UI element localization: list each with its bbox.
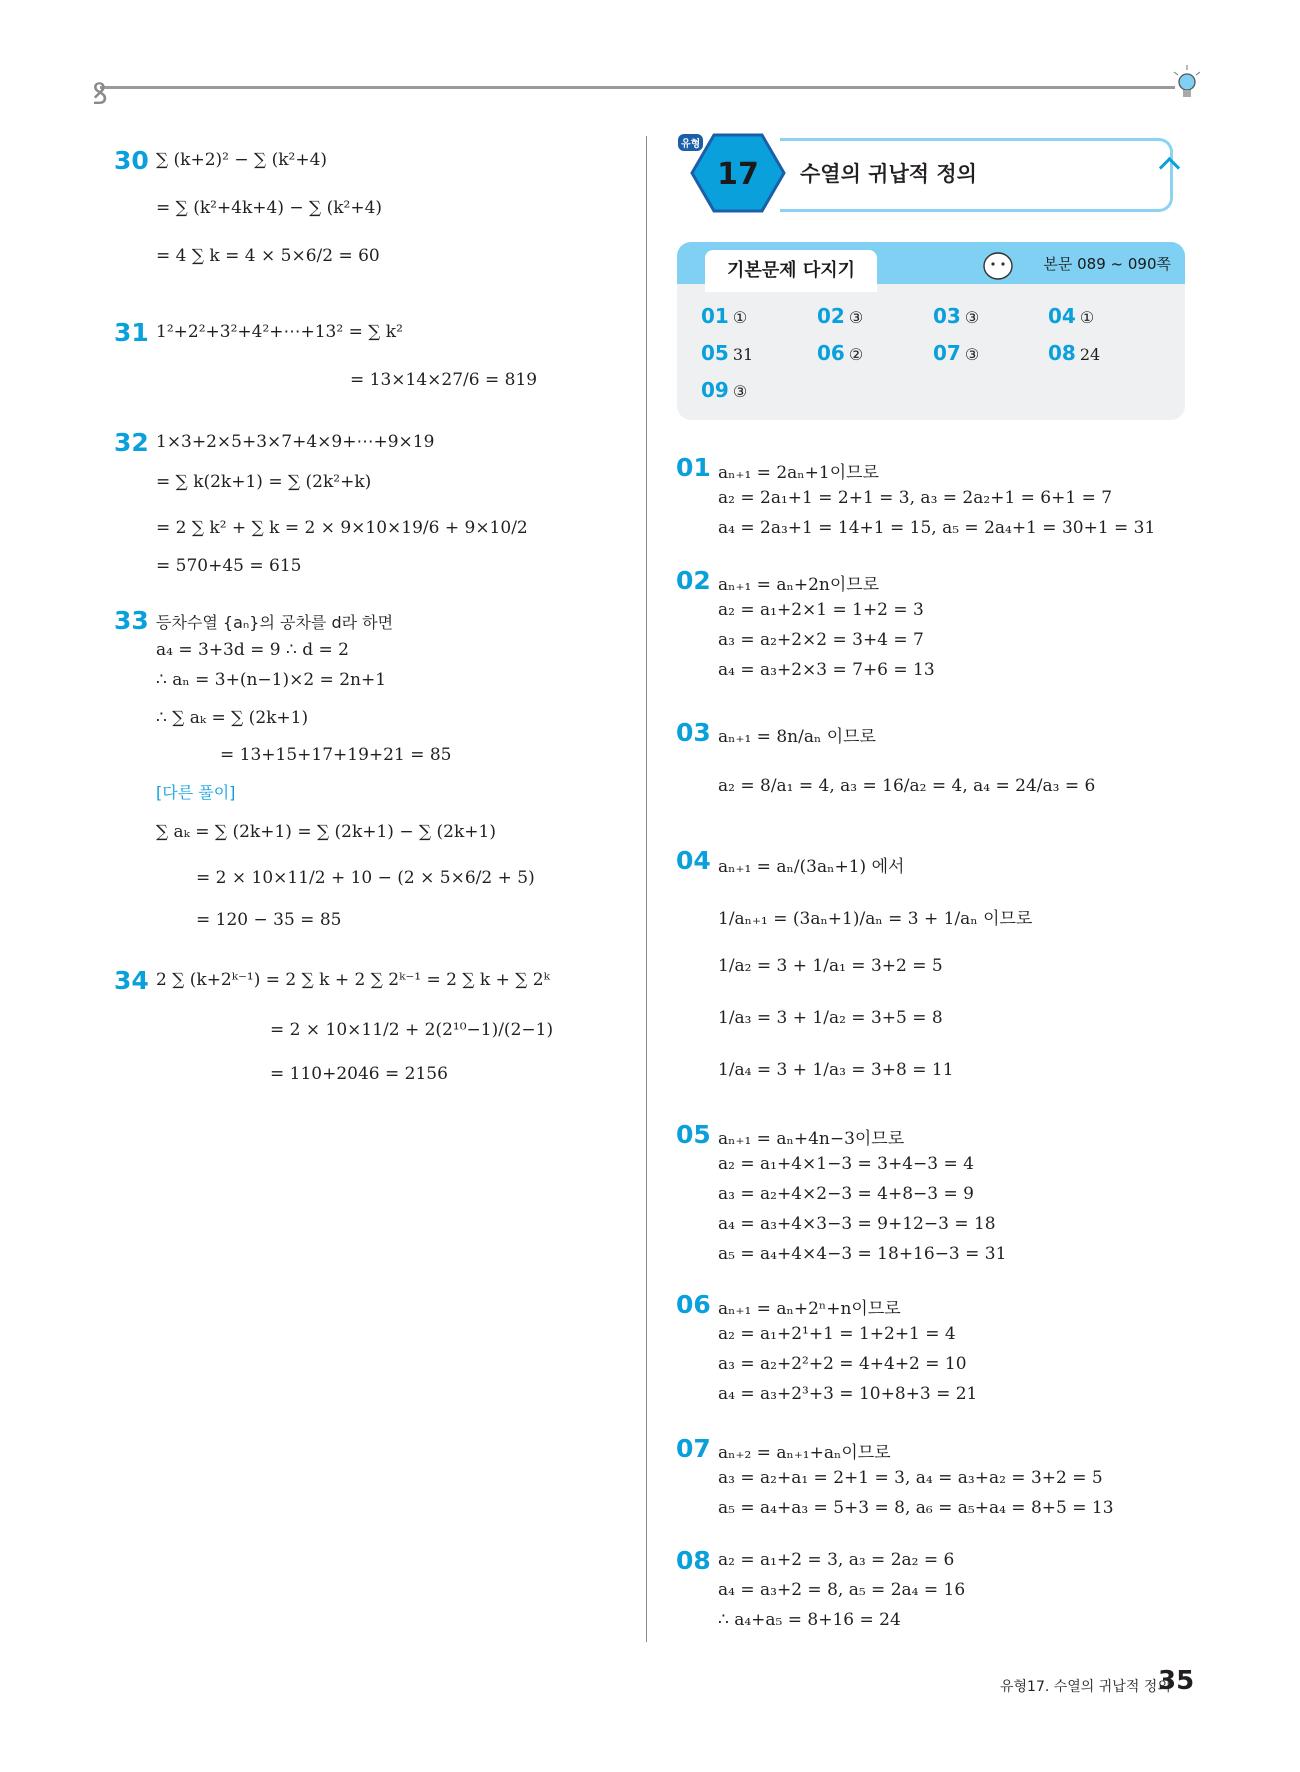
answer-number: 07 — [933, 341, 961, 365]
solution-line: = 570+45 = 615 — [156, 556, 302, 576]
alternative-solution-label: [다른 풀이] — [156, 783, 236, 802]
summary-tab: 기본문제 다지기 — [705, 250, 877, 292]
solution-line: = 2 ∑ k² + ∑ k = 2 × 9×10×19/6 + 9×10/2 — [156, 518, 528, 538]
solution-line: = 13+15+17+19+21 = 85 — [220, 745, 452, 765]
solution-line: ∴ ∑ aₖ = ∑ (2k+1) — [156, 708, 309, 728]
problem-number: 30 — [114, 146, 149, 175]
answer-value: ③ — [848, 308, 864, 327]
solution-line: a₃ = a₂+2²+2 = 4+4+2 = 10 — [718, 1354, 967, 1374]
solution-line: = 4 ∑ k = 4 × 5×6/2 = 60 — [156, 246, 380, 266]
answer-value: ① — [1079, 308, 1095, 327]
section-header — [681, 138, 1184, 208]
answer-value: ③ — [964, 345, 980, 364]
solution-line: a₂ = 2a₁+1 = 2+1 = 3, a₃ = 2a₂+1 = 6+1 = 7 — [718, 488, 1113, 508]
problem-number: 05 — [676, 1120, 711, 1149]
mascot-icon — [973, 244, 1023, 284]
top-rule — [100, 86, 1175, 89]
problem-number: 04 — [676, 846, 711, 875]
problem-number: 03 — [676, 718, 711, 747]
solution-line: a₂ = a₁+2×1 = 1+2 = 3 — [718, 600, 924, 620]
solution-line: 1×3+2×5+3×7+4×9+⋯+9×19 — [156, 432, 435, 452]
solution-line: ∑ (k+2)² − ∑ (k²+4) — [156, 150, 328, 170]
problem-number: 02 — [676, 566, 711, 595]
section-title: 수열의 귀납적 정의 — [800, 162, 977, 186]
problem-number: 33 — [114, 606, 149, 635]
solution-line: a₃ = a₂+a₁ = 2+1 = 3, a₄ = a₃+a₂ = 3+2 = 5 — [718, 1468, 1103, 1488]
answer-number: 02 — [817, 304, 845, 328]
solution-line: a₅ = a₄+4×4−3 = 18+16−3 = 31 — [718, 1244, 1007, 1264]
solution-line: 1/aₙ₊₁ = (3aₙ+1)/aₙ = 3 + 1/aₙ 이므로 — [718, 909, 1033, 929]
solution-line: 등차수열 {aₙ}의 공차를 d라 하면 — [156, 613, 394, 632]
answer-number: 01 — [701, 304, 729, 328]
solution-line: 1/a₄ = 3 + 1/a₃ = 3+8 = 11 — [718, 1060, 954, 1080]
solution-line: = 2 × 10×11/2 + 10 − (2 × 5×6/2 + 5) — [196, 868, 535, 888]
solution-line: aₙ₊₁ = aₙ+2n이므로 — [718, 575, 880, 595]
answer-number: 08 — [1048, 341, 1076, 365]
problem-number: 31 — [114, 318, 149, 347]
answer-item — [933, 341, 979, 365]
answer-summary-box — [677, 242, 1185, 420]
answer-number: 09 — [701, 378, 729, 402]
answer-item — [701, 378, 747, 402]
solution-line: = 2 × 10×11/2 + 2(2¹⁰−1)/(2−1) — [270, 1020, 554, 1040]
solution-line: a₄ = a₃+2³+3 = 10+8+3 = 21 — [718, 1384, 978, 1404]
solution-line: 2 ∑ (k+2ᵏ⁻¹) = 2 ∑ k + 2 ∑ 2ᵏ⁻¹ = 2 ∑ k + ∑ 2ᵏ — [156, 970, 550, 990]
solution-line: aₙ₊₁ = 2aₙ+1이므로 — [718, 463, 879, 483]
hexagon-badge-icon — [690, 132, 786, 214]
problem-number: 06 — [676, 1290, 711, 1319]
solution-line: a₂ = a₁+2¹+1 = 1+2+1 = 4 — [718, 1324, 956, 1344]
solution-line: = ∑ k(2k+1) = ∑ (2k²+k) — [156, 472, 372, 492]
answer-item — [1048, 304, 1094, 328]
page-number: 35 — [1158, 1666, 1195, 1696]
problem-number: 08 — [676, 1546, 711, 1575]
column-divider — [646, 136, 647, 1642]
solution-line: aₙ₊₁ = aₙ+2ⁿ+n이므로 — [718, 1299, 901, 1319]
solution-line: a₃ = a₂+2×2 = 3+4 = 7 — [718, 630, 924, 650]
problem-number: 01 — [676, 453, 711, 482]
answer-value: ② — [848, 345, 864, 364]
ribbon-knot-icon: ꝸ — [92, 77, 108, 112]
solution-line: a₄ = 3+3d = 9 ∴ d = 2 — [156, 640, 350, 660]
badge-number: 17 — [717, 157, 759, 192]
problem-number: 07 — [676, 1434, 711, 1463]
answer-item — [933, 304, 979, 328]
solution-line: = 110+2046 = 2156 — [270, 1064, 448, 1084]
solution-line: a₄ = a₃+2×3 = 7+6 = 13 — [718, 660, 935, 680]
answer-item — [701, 341, 753, 365]
answer-number: 06 — [817, 341, 845, 365]
answer-value: 24 — [1079, 345, 1101, 364]
answer-value: ① — [732, 308, 748, 327]
solution-line: a₂ = a₁+2 = 3, a₃ = 2a₂ = 6 — [718, 1550, 955, 1570]
solution-line: ∴ aₙ = 3+(n−1)×2 = 2n+1 — [156, 670, 387, 690]
solution-line: 1²+2²+3²+4²+⋯+13² = ∑ k² — [156, 322, 403, 342]
solution-line: a₂ = a₁+4×1−3 = 3+4−3 = 4 — [718, 1154, 974, 1174]
solution-line: = 13×14×27/6 = 819 — [350, 370, 538, 390]
solution-line: = ∑ (k²+4k+4) − ∑ (k²+4) — [156, 198, 383, 218]
solution-line: aₙ₊₁ = aₙ/(3aₙ+1) 에서 — [718, 857, 905, 877]
answer-item — [701, 304, 747, 328]
answer-number: 04 — [1048, 304, 1076, 328]
solution-line: 1/a₂ = 3 + 1/a₁ = 3+2 = 5 — [718, 956, 943, 976]
solution-line: = 120 − 35 = 85 — [196, 910, 342, 930]
answer-value: 31 — [732, 345, 754, 364]
solution-line: aₙ₊₁ = aₙ+4n−3이므로 — [718, 1129, 905, 1149]
solution-line: 1/a₃ = 3 + 1/a₂ = 3+5 = 8 — [718, 1008, 943, 1028]
solution-line: aₙ₊₂ = aₙ₊₁+aₙ이므로 — [718, 1443, 891, 1463]
lightbulb-icon — [1170, 64, 1204, 104]
solution-line: a₄ = 2a₃+1 = 14+1 = 15, a₅ = 2a₄+1 = 30+1 = 31 — [718, 518, 1156, 538]
answer-value: ③ — [732, 382, 748, 401]
problem-number: 34 — [114, 966, 149, 995]
solution-line: a₃ = a₂+4×2−3 = 4+8−3 = 9 — [718, 1184, 974, 1204]
solution-line: a₄ = a₃+2 = 8, a₅ = 2a₄ = 16 — [718, 1580, 966, 1600]
solution-line: ∑ aₖ = ∑ (2k+1) = ∑ (2k+1) − ∑ (2k+1) — [156, 822, 496, 842]
footer-section-title: 유형17. 수열의 귀납적 정의 — [1000, 1679, 1171, 1695]
answer-value: ③ — [964, 308, 980, 327]
answer-number: 05 — [701, 341, 729, 365]
answer-number: 03 — [933, 304, 961, 328]
problem-number: 32 — [114, 428, 149, 457]
answer-item — [817, 341, 863, 365]
page-reference: 본문 089 ~ 090쪽 — [1043, 255, 1171, 273]
solution-line: a₂ = 8/a₁ = 4, a₃ = 16/a₂ = 4, a₄ = 24/a₃ = 6 — [718, 776, 1096, 796]
badge-label: 유형 — [678, 134, 703, 151]
solution-line: a₅ = a₄+a₃ = 5+3 = 8, a₆ = a₅+a₄ = 8+5 = 13 — [718, 1498, 1114, 1518]
answer-item — [1048, 341, 1100, 365]
solution-line: ∴ a₄+a₅ = 8+16 = 24 — [718, 1610, 901, 1630]
solution-line: a₄ = a₃+4×3−3 = 9+12−3 = 18 — [718, 1214, 996, 1234]
answer-item — [817, 304, 863, 328]
solution-line: aₙ₊₁ = 8n/aₙ 이므로 — [718, 727, 876, 747]
